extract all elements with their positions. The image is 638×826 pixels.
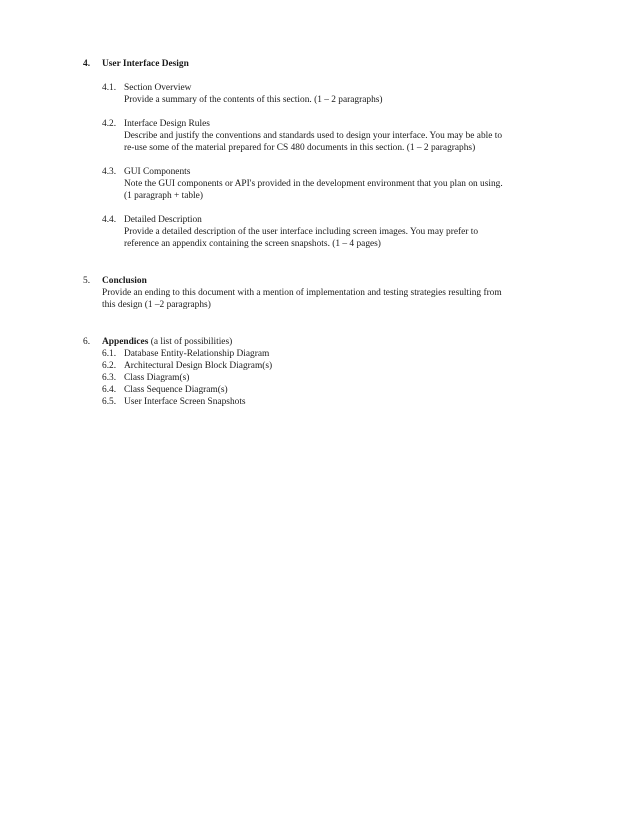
subsection-number: 4.3. [102, 167, 117, 177]
subsection-number: 4.2. [102, 119, 117, 129]
section-heading-suffix: (a list of possibilities) [148, 337, 233, 347]
subsection-heading: Interface Design Rules [124, 119, 210, 129]
subsection-number: 4.1. [102, 83, 117, 93]
appendix-item-number: 6.5. [102, 397, 117, 407]
appendix-item: Database Entity-Relationship Diagram [124, 349, 270, 359]
section-heading: Appendices [102, 337, 149, 347]
subsection-text: Provide a detailed description of the user interface including screen images. You may prefer to [124, 227, 479, 237]
appendix-item-number: 6.1. [102, 349, 117, 359]
section-heading: User Interface Design [102, 59, 189, 69]
subsection-number: 4.4. [102, 215, 117, 225]
section-text: this design (1 –2 paragraphs) [102, 300, 211, 310]
subsection-text: (1 paragraph + table) [124, 191, 203, 201]
appendix-item-number: 6.2. [102, 361, 117, 371]
section-heading-line [102, 336, 232, 348]
appendix-item-number: 6.3. [102, 373, 117, 383]
section-number: 6. [83, 337, 91, 347]
section-number: 4. [83, 59, 91, 69]
appendix-item: Class Sequence Diagram(s) [124, 385, 228, 395]
section-heading: Conclusion [102, 276, 147, 286]
subsection-heading: Section Overview [124, 83, 192, 93]
section-text: Provide an ending to this document with a mention of implementation and testing strategies resulting from [102, 288, 502, 298]
subsection-text: reference an appendix containing the screen snapshots. (1 – 4 pages) [124, 239, 381, 249]
section-number: 5. [83, 276, 91, 286]
subsection-text: Note the GUI components or API's provided in the development environment that you plan on using. [124, 179, 503, 189]
subsection-heading: GUI Components [124, 167, 191, 177]
appendix-item: Class Diagram(s) [124, 373, 190, 383]
subsection-text: re-use some of the material prepared for CS 480 documents in this section. (1 – 2 paragraphs) [124, 143, 476, 153]
appendix-item: User Interface Screen Snapshots [124, 397, 246, 407]
subsection-heading: Detailed Description [124, 215, 202, 225]
appendix-item-number: 6.4. [102, 385, 117, 395]
subsection-text: Provide a summary of the contents of this section. (1 – 2 paragraphs) [124, 95, 383, 105]
appendix-item: Architectural Design Block Diagram(s) [124, 361, 273, 371]
subsection-text: Describe and justify the conventions and standards used to design your interface. You may be able to [124, 131, 503, 141]
